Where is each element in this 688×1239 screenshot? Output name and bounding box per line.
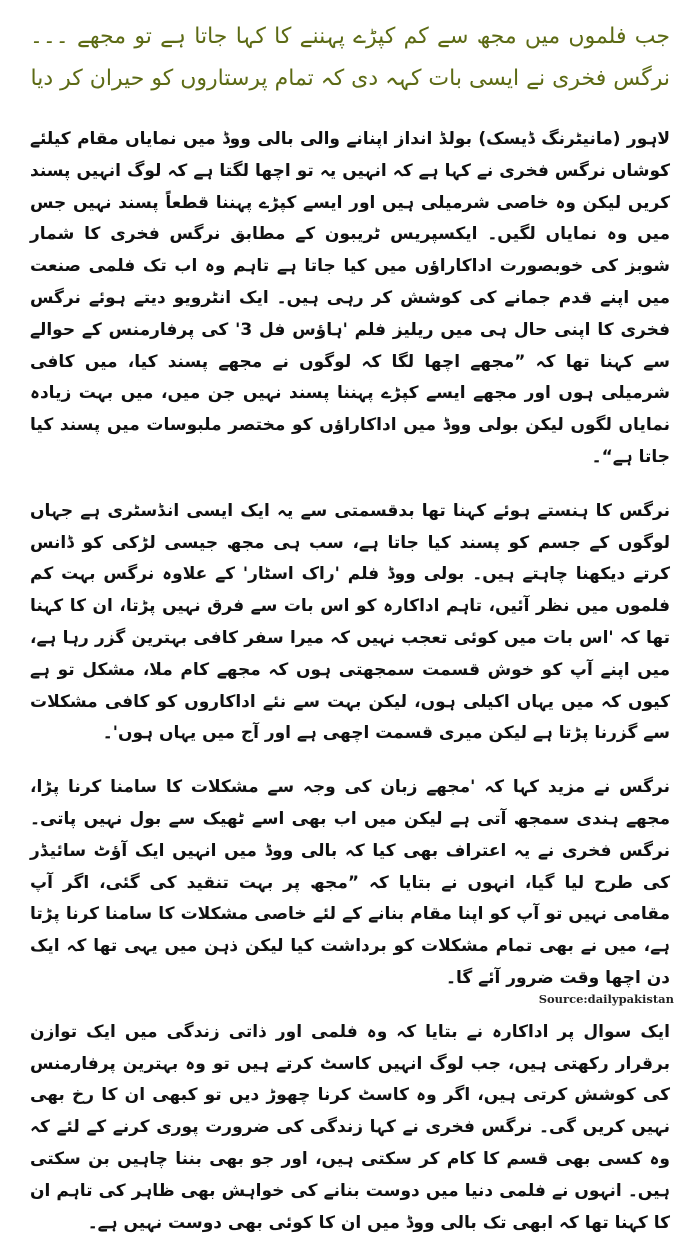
source-label: Source: <box>538 992 588 1006</box>
article-paragraph-4: ایک سوال پر اداکارہ نے بتایا کہ وہ فلمی اور ذاتی زندگی میں ایک توازن برقرار رکھتی ہیں، جب لوگ انہیں کاسٹ کرتے ہیں تو وہ بہترین پرفارمنس کی کوشش کرتی ہیں، اگر وہ کاسٹ کرنا چھوڑ دیں تو کبھی ان کا رخ بھی نہیں کریں گی۔ نرگس فخری نے کہا زندگی کی ضرورت پوری کرنے کے لئے کہ وہ کسی بھی قسم کا کام کر سکتی ہیں، اور جو بھی بننا چاہیں بن سکتی ہیں۔ انہوں نے فلمی دنیا میں دوست بنانے کی خواہش بھی ظاہر کی تاہم ان کا کہنا تھا کہ ابھی تک بالی ووڈ میں ان کا کوئی بھی دوست نہیں ہے۔ <box>30 1021 670 1233</box>
article-paragraph-2: نرگس کا ہنستے ہوئے کہنا تھا بدقسمتی سے یہ ایک ایسی انڈسٹری ہے جہاں لوگوں کے جسم کو پسند کیا جاتا ہے، سب ہی مجھ جیسی لڑکی کو ڈانس کرتے دیکھنا چاہتے ہیں۔ بولی ووڈ فلم 'راک اسٹار' کے علاوہ نرگس بہت کم فلموں میں نظر آئیں، تاہم اداکارہ کو اس بات سے فرق نہیں پڑتا، ان کا کہنا تھا کہ 'اس بات میں کوئی تعجب نہیں کہ میرا سفر کافی بہترین گزر رہا ہے، میں اپنے آپ کو خوش قسمت سمجھتی ہوں کہ مجھے کام ملا، مشکل تو ہے کیوں کہ میں یہاں اکیلی ہوں، لیکن بہت سے نئے اداکاروں کو کافی مشکلات سے گزرنا پڑتا ہے لیکن میری قسمت اچھی ہے اور آج میں یہاں ہوں'۔ <box>30 500 670 744</box>
source-credit <box>539 992 674 1006</box>
article-headline: جب فلموں میں مجھ سے کم کپڑے پہننے کا کہا جاتا ہے تو مجھے ۔۔۔ نرگس فخری نے ایسی بات کہہ دی کہ تمام پرستاروں کو حیران کر دیا <box>30 24 670 91</box>
article-body <box>30 124 670 1239</box>
source-name: dailypakistan <box>587 992 674 1006</box>
article-paragraph-1: لاہور (مانیٹرنگ ڈیسک) بولڈ انداز اپنانے والی بالی ووڈ میں نمایاں مقام کیلئے کوشاں نرگس فخری نے کہا ہے کہ انہیں یہ تو اچھا لگتا ہے کہ لوگ انہیں پسند کریں لیکن وہ خاصی شرمیلی ہیں اور ایسے کپڑے پہننا قطعاً پسند نہیں جس میں وہ نمایاں لگیں۔ ایکسپریس ٹریبون کے مطابق نرگس فخری کا شمار شوبز کی خوبصورت اداکاراؤں میں کیا جاتا ہے تاہم وہ اب تک فلمی صنعت میں اپنے قدم جمانے کی کوشش کر رہی ہیں۔ ایک انٹرویو دیتے ہوئے نرگس فخری کا اپنی حال ہی میں ریلیز فلم 'ہاؤس فل 3' کی پرفارمنس کے حوالے سے کہنا تھا کہ ”مجھے اچھا لگا کہ لوگوں نے مجھے پسند کیا، میں کافی شرمیلی ہوں اور مجھے ایسے کپڑے پہننا پسند نہیں جن میں، میں بہت زیادہ نمایاں لگوں لیکن بولی ووڈ میں اداکاراؤں کو مختصر ملبوسات میں پسند کیا جاتا ہے“۔ <box>30 129 671 467</box>
article-paragraph-3: نرگس نے مزید کہا کہ 'مجھے زبان کی وجہ سے مشکلات کا سامنا کرنا پڑا، مجھے ہندی سمجھ آتی ہے لیکن میں اب بھی اسے ٹھیک سے بول نہیں پاتی۔ نرگس فخری نے یہ اعتراف بھی کیا کہ بالی ووڈ میں انہیں ایک آؤٹ سائیڈر کی طرح لیا گیا، انہوں نے بتایا کہ ”مجھ پر بہت تنقید کی گئی، اگر آپ مقامی نہیں تو آپ کو اپنا مقام بنانے کے لئے خاصی مشکلات کا سامنا کرنا پڑتا ہے، میں نے بھی تمام مشکلات کو برداشت کیا لیکن ذہن میں یہی تھا کہ ایک دن اچھا وقت ضرور آئے گا۔ <box>30 777 670 988</box>
